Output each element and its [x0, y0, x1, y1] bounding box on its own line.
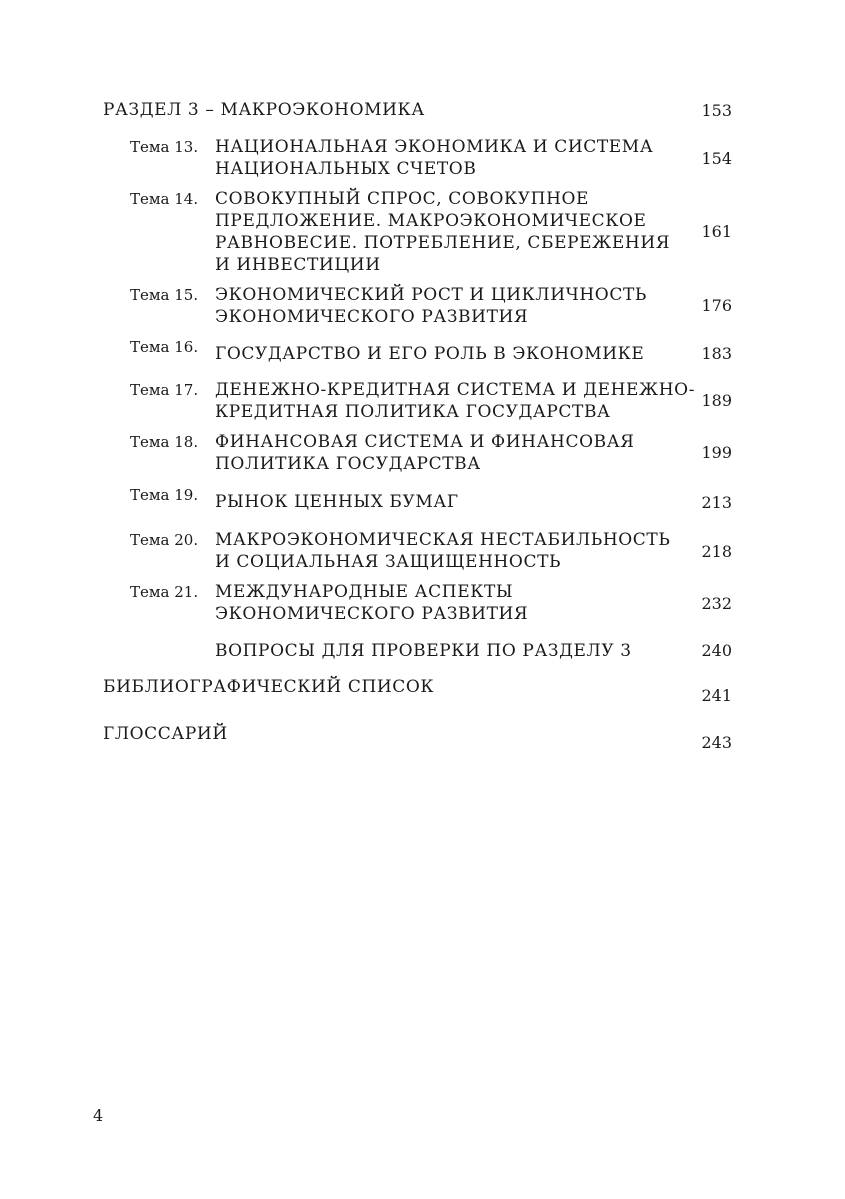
- topic-14-label: Тема 14.: [130, 190, 199, 208]
- topic-17-label: Тема 17.: [130, 381, 199, 399]
- topic-17-line-2: КРЕДИТНАЯ ПОЛИТИКА ГОСУДАРСТВА: [215, 402, 611, 422]
- topic-14-line-3: РАВНОВЕСИЕ. ПОТРЕБЛЕНИЕ, СБЕРЕЖЕНИЯ: [215, 233, 671, 253]
- topic-17-line-1: ДЕНЕЖНО-КРЕДИТНАЯ СИСТЕМА И ДЕНЕЖНО-: [215, 380, 696, 400]
- topic-14-line-4: И ИНВЕСТИЦИИ: [215, 255, 381, 275]
- topic-18-line-1: ФИНАНСОВАЯ СИСТЕМА И ФИНАНСОВАЯ: [215, 432, 635, 452]
- questions-title[interactable]: ВОПРОСЫ ДЛЯ ПРОВЕРКИ ПО РАЗДЕЛУ 3: [215, 641, 632, 661]
- topic-20-line-2: И СОЦИАЛЬНАЯ ЗАЩИЩЕННОСТЬ: [215, 552, 562, 572]
- topic-20-title[interactable]: [215, 529, 670, 573]
- topic-16-page-number: 183: [701, 344, 732, 363]
- topic-16-label: Тема 16.: [130, 338, 199, 356]
- topic-19-line-1: РЫНОК ЦЕННЫХ БУМАГ: [215, 492, 459, 512]
- bibliography-title[interactable]: БИБЛИОГРАФИЧЕСКИЙ СПИСОК: [103, 677, 435, 697]
- topic-16-line-1: ГОСУДАРСТВО И ЕГО РОЛЬ В ЭКОНОМИКЕ: [215, 344, 645, 364]
- topic-18-line-2: ПОЛИТИКА ГОСУДАРСТВА: [215, 454, 481, 474]
- topic-17-title[interactable]: [215, 379, 695, 423]
- topic-13-page-number: 154: [701, 149, 732, 168]
- section-page-number: 153: [701, 101, 732, 120]
- topic-14-page-number: 161: [701, 222, 732, 241]
- topic-14-line-1: СОВОКУПНЫЙ СПРОС, СОВОКУПНОЕ: [215, 189, 590, 209]
- topic-13-line-2: НАЦИОНАЛЬНЫХ СЧЕТОВ: [215, 159, 477, 179]
- topic-13-line-1: НАЦИОНАЛЬНАЯ ЭКОНОМИКА И СИСТЕМА: [215, 137, 654, 157]
- topic-21-page-number: 232: [701, 594, 732, 613]
- topic-19-page-number: 213: [701, 493, 732, 512]
- topic-20-page-number: 218: [701, 542, 732, 561]
- topic-14-line-2: ПРЕДЛОЖЕНИЕ. МАКРОЭКОНОМИЧЕСКОЕ: [215, 211, 647, 231]
- topic-15-title[interactable]: [215, 284, 647, 328]
- topic-21-label: Тема 21.: [130, 583, 199, 601]
- questions-page-number: 240: [701, 641, 732, 660]
- topic-15-line-1: ЭКОНОМИЧЕСКИЙ РОСТ И ЦИКЛИЧНОСТЬ: [215, 285, 647, 305]
- topic-19-title[interactable]: [215, 491, 459, 513]
- topic-18-page-number: 199: [701, 443, 732, 462]
- topic-16-title[interactable]: [215, 343, 644, 365]
- topic-17-page-number: 189: [701, 391, 732, 410]
- topic-15-page-number: 176: [701, 296, 732, 315]
- glossary-title[interactable]: ГЛОССАРИЙ: [103, 724, 228, 744]
- topic-18-title[interactable]: [215, 431, 635, 475]
- footer-page-number: 4: [93, 1106, 104, 1125]
- topic-21-line-2: ЭКОНОМИЧЕСКОГО РАЗВИТИЯ: [215, 604, 529, 624]
- topic-13-title[interactable]: [215, 136, 653, 180]
- topic-20-line-1: МАКРОЭКОНОМИЧЕСКАЯ НЕСТАБИЛЬНОСТЬ: [215, 530, 671, 550]
- topic-13-label: Тема 13.: [130, 138, 199, 156]
- topic-18-label: Тема 18.: [130, 433, 199, 451]
- topic-21-title[interactable]: [215, 581, 528, 625]
- glossary-page-number: 243: [701, 733, 732, 752]
- topic-20-label: Тема 20.: [130, 531, 199, 549]
- topic-15-line-2: ЭКОНОМИЧЕСКОГО РАЗВИТИЯ: [215, 307, 529, 327]
- topic-15-label: Тема 15.: [130, 286, 199, 304]
- topic-21-line-1: МЕЖДУНАРОДНЫЕ АСПЕКТЫ: [215, 582, 514, 602]
- topic-14-title[interactable]: [215, 188, 670, 276]
- section-title[interactable]: РАЗДЕЛ 3 – МАКРОЭКОНОМИКА: [103, 100, 425, 120]
- topic-19-label: Тема 19.: [130, 486, 199, 504]
- bibliography-page-number: 241: [701, 686, 732, 705]
